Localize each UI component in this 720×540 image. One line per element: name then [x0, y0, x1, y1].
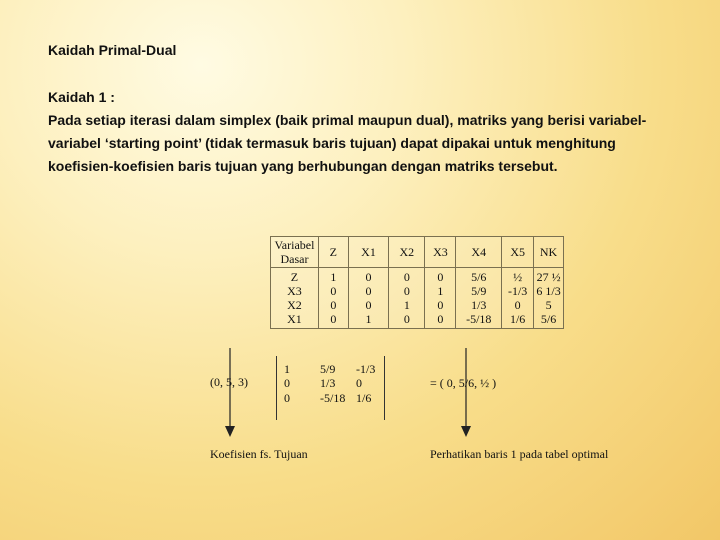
table-cell: 0	[389, 268, 425, 285]
table-cell: 0	[502, 298, 534, 312]
table-cell: 5/9	[456, 284, 502, 298]
table-row	[271, 268, 564, 285]
matrix-cell: 5/9	[320, 362, 336, 376]
table-row	[271, 312, 564, 329]
objective-coefficient-vector: (0, 5, 3)	[210, 375, 248, 389]
table-cell: X1	[271, 312, 319, 329]
table-cell: 0	[348, 284, 388, 298]
table-cell: 0	[318, 284, 348, 298]
matrix-cell: -5/18	[320, 391, 346, 405]
table-cell: 0	[425, 268, 456, 285]
matrix-right-bracket	[384, 356, 385, 420]
matrix-cell: 0	[356, 376, 362, 390]
table-cell: 0	[389, 284, 425, 298]
table-cell: 1	[425, 284, 456, 298]
matrix-cell: 1	[284, 362, 290, 376]
header-nk: NK	[534, 237, 564, 268]
slide-heading: Kaidah Primal-Dual	[48, 42, 177, 58]
table-cell: ½	[502, 268, 534, 285]
table-cell: 0	[318, 298, 348, 312]
table-row	[271, 298, 564, 312]
table-cell: 5	[534, 298, 564, 312]
header-variabel-dasar: Variabel Dasar	[271, 237, 319, 268]
down-arrow-icon	[223, 348, 237, 438]
table-cell: X3	[271, 284, 319, 298]
header-x1: X1	[348, 237, 388, 268]
table-cell: Z	[271, 268, 319, 285]
table-cell: 1	[318, 268, 348, 285]
header-x4: X4	[456, 237, 502, 268]
label-objective-coefficient: Koefisien fs. Tujuan	[210, 447, 308, 461]
rule-title: Kaidah 1 :	[48, 89, 115, 105]
table-cell: 0	[318, 312, 348, 329]
table-cell: 0	[348, 268, 388, 285]
rule-description: Pada setiap iterasi dalam simplex (baik primal maupun dual), matriks yang berisi variabel-variabel ‘starting point’ (tidak termasuk baris tujuan) dapat dipakai untuk menghitung koefisien-koefisien baris tujuan yang berhubungan dengan matriks tersebut.	[48, 112, 647, 174]
table-header-row	[271, 237, 564, 268]
table-cell: 1/3	[456, 298, 502, 312]
matrix-cell: 1/6	[356, 391, 372, 405]
table-cell: 5/6	[456, 268, 502, 285]
table-cell: 0	[425, 312, 456, 329]
table-cell: 0	[425, 298, 456, 312]
table-cell: 5/6	[534, 312, 564, 329]
table-cell: 1	[389, 298, 425, 312]
table-cell: 1/6	[502, 312, 534, 329]
matrix-cell: 1/3	[320, 376, 336, 390]
table-cell: -5/18	[456, 312, 502, 329]
header-z: Z	[318, 237, 348, 268]
table-cell: 0	[389, 312, 425, 329]
table-row	[271, 284, 564, 298]
table-cell: 1	[348, 312, 388, 329]
down-arrow-icon	[459, 348, 473, 438]
matrix-left-bracket	[276, 356, 277, 420]
table-cell: 6 1/3	[534, 284, 564, 298]
rule-text-block	[48, 86, 678, 178]
matrix-cell: -1/3	[356, 362, 376, 376]
table-cell: X2	[271, 298, 319, 312]
simplex-table	[270, 236, 564, 329]
table-cell: -1/3	[502, 284, 534, 298]
matrix-cell: 0	[284, 376, 290, 390]
header-x2: X2	[389, 237, 425, 268]
multiplication-result: = ( 0, 5/6, ½ )	[430, 376, 497, 390]
header-x3: X3	[425, 237, 456, 268]
header-x5: X5	[502, 237, 534, 268]
matrix-cell: 0	[284, 391, 290, 405]
label-optimal-table-note: Perhatikan baris 1 pada tabel optimal	[430, 447, 609, 461]
table-cell: 0	[348, 298, 388, 312]
table-cell: 27 ½	[534, 268, 564, 285]
